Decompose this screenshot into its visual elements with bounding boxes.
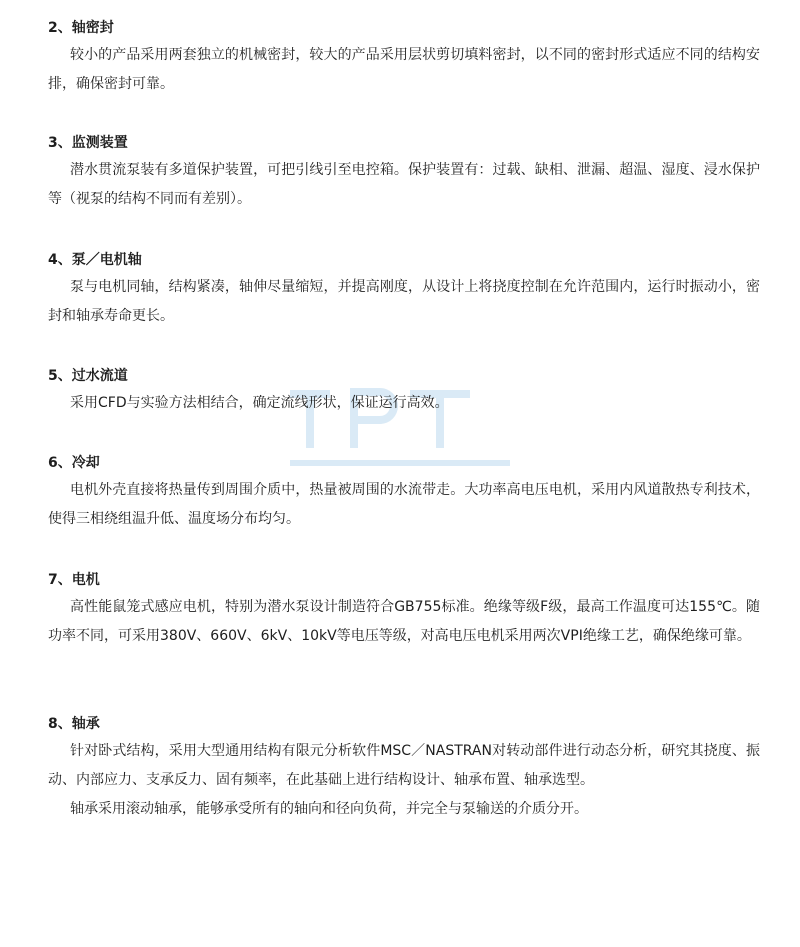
section-title: 4、泵／电机轴	[48, 252, 142, 268]
section-title: 5、过水流道	[48, 368, 128, 384]
section-bearing	[48, 714, 760, 824]
section-flow-passage	[48, 366, 760, 418]
paragraph: 泵与电机同轴，结构紧凑，轴伸尽量缩短，并提高刚度，从设计上将挠度控制在允许范围内，运行时振动小，密封和轴承寿命更长。	[48, 279, 760, 324]
section-motor	[48, 570, 760, 651]
paragraph: 轴承采用滚动轴承，能够承受所有的轴向和径向负荷，并完全与泵输送的介质分开。	[70, 801, 588, 817]
section-title: 3、监测装置	[48, 135, 128, 151]
section-title: 7、电机	[48, 572, 100, 588]
section-monitoring-device	[48, 133, 760, 214]
section-title: 8、轴承	[48, 716, 100, 732]
paragraph: 电机外壳直接将热量传到周围介质中，热量被周围的水流带走。大功率高电压电机，采用内风道散热专利技术，使得三相绕组温升低、温度场分布均匀。	[48, 482, 760, 527]
section-shaft-seal	[48, 18, 760, 99]
section-cooling	[48, 453, 760, 534]
paragraph: 高性能鼠笼式感应电机，特别为潜水泵设计制造符合GB755标准。绝缘等级F级，最高工作温度可达155℃。随功率不同，可采用380V、660V、6kV、10kV等电压等级，对高电压电机采用两次VPI绝缘工艺，确保绝缘可靠。	[48, 599, 760, 644]
paragraph: 潜水贯流泵装有多道保护装置，可把引线引至电控箱。保护装置有：过载、缺相、泄漏、超温、湿度、浸水保护等（视泵的结构不同而有差别）。	[48, 162, 760, 207]
paragraph: 较小的产品采用两套独立的机械密封，较大的产品采用层状剪切填料密封，以不同的密封形式适应不同的结构安排，确保密封可靠。	[48, 47, 760, 92]
section-title: 2、轴密封	[48, 20, 114, 36]
section-pump-motor-shaft	[48, 250, 760, 331]
paragraph: 针对卧式结构，采用大型通用结构有限元分析软件MSC／NASTRAN对转动部件进行动态分析，研究其挠度、振动、内部应力、支承反力、固有频率，在此基础上进行结构设计、轴承布置、轴承选型。	[48, 743, 760, 788]
section-title: 6、冷却	[48, 455, 100, 471]
paragraph: 采用CFD与实验方法相结合，确定流线形状，保证运行高效。	[70, 395, 449, 411]
